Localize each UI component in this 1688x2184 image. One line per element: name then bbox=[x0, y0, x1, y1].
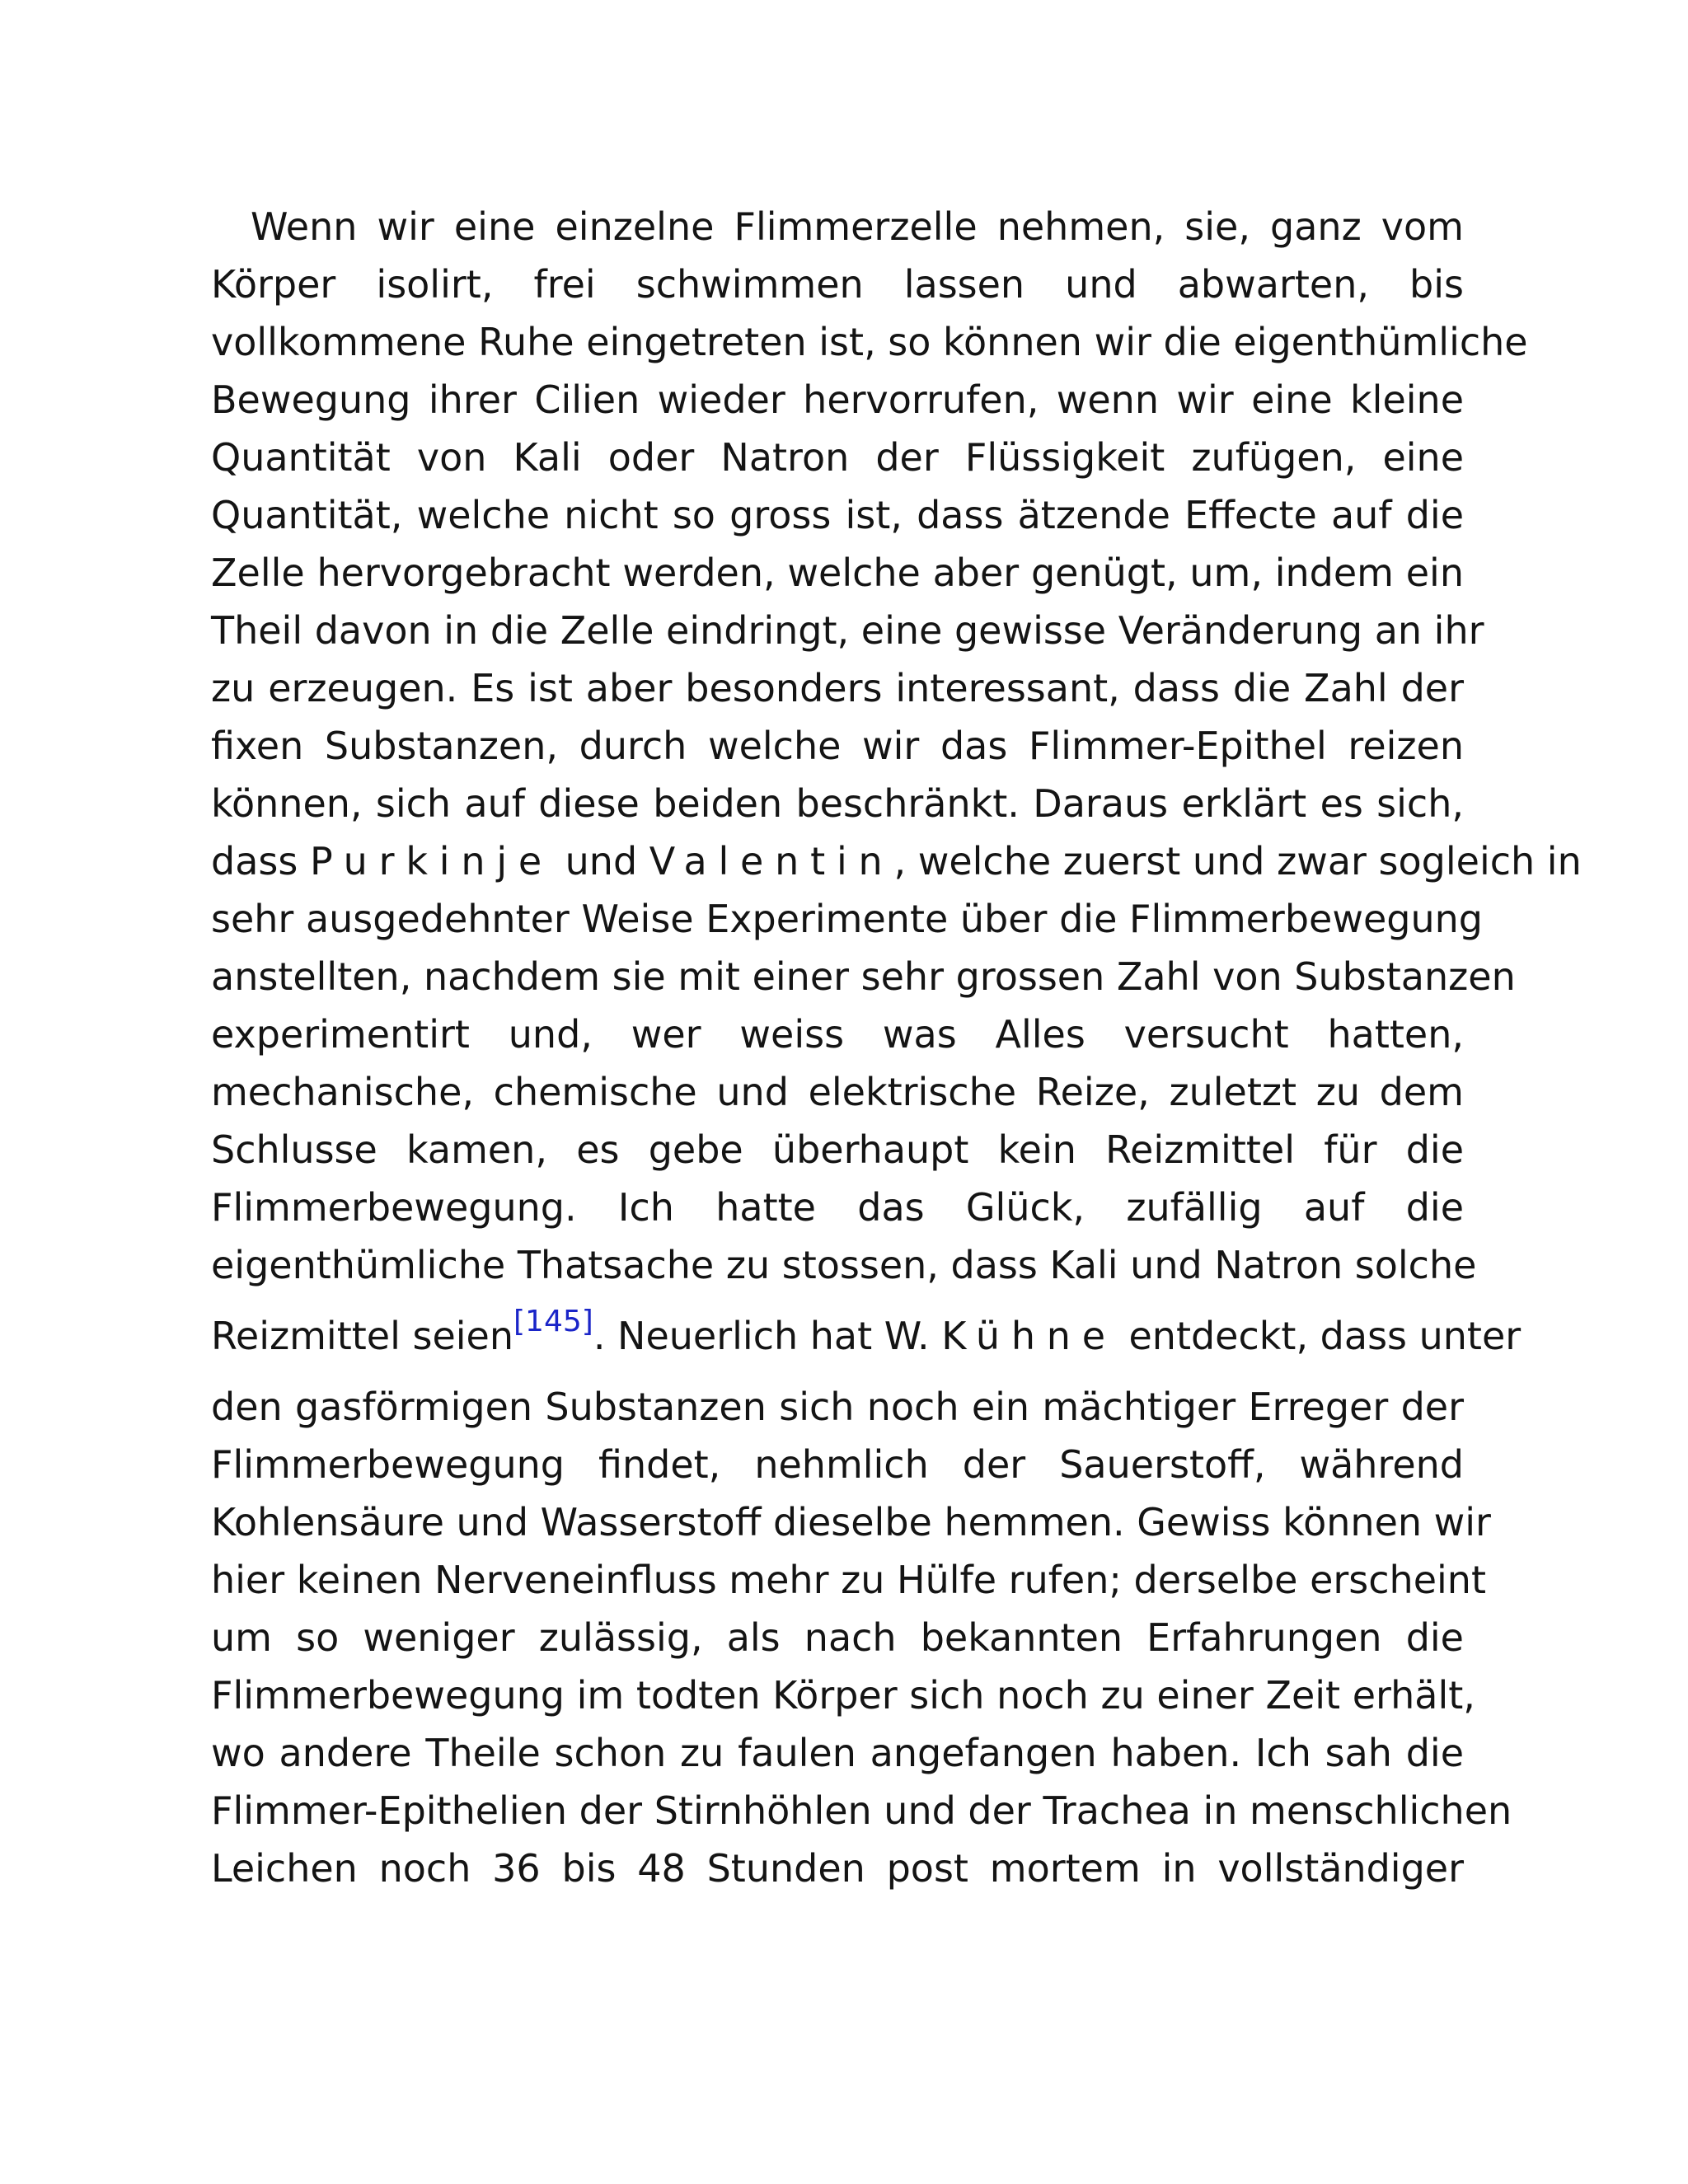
footnote-link[interactable]: [145] bbox=[513, 1305, 593, 1338]
text-segment: . Neuerlich hat W. bbox=[593, 1314, 930, 1358]
text-line: Zelle hervorgebracht werden, welche aber genügt, um, indem ein bbox=[211, 551, 1464, 595]
text-segment: entdeckt, dass unter bbox=[1128, 1314, 1522, 1358]
text-line: zu erzeugen. Es ist aber besonders interessant, dass die Zahl der bbox=[211, 666, 1464, 710]
text-line: sehr ausgedehnter Weise Experimente über die Flimmerbewegung bbox=[211, 897, 1483, 941]
person-name-valentin: Valentin bbox=[649, 839, 894, 883]
text-line: Leichen noch 36 bis 48 Stunden post mortem in vollständiger bbox=[211, 1846, 1464, 1891]
text-line: Flimmer-Epithelien der Stirnhöhlen und der Trachea in menschlichen bbox=[211, 1788, 1512, 1833]
text-line: können, sich auf diese beiden beschränkt. Daraus erklärt es sich, bbox=[211, 781, 1464, 826]
text-segment: dass bbox=[211, 839, 298, 883]
text-line: um so weniger zulässig, als nach bekannten Erfahrungen die bbox=[211, 1615, 1464, 1660]
text-line: Schlusse kamen, es gebe überhaupt kein Reizmittel für die bbox=[211, 1127, 1464, 1172]
person-name-kuehne: Kühne bbox=[941, 1314, 1117, 1358]
text-line: fixen Substanzen, durch welche wir das Flimmer-Epithel reizen bbox=[211, 724, 1464, 768]
text-line: Wenn wir eine einzelne Flimmerzelle nehmen, sie, ganz vom bbox=[251, 204, 1464, 249]
text-line: anstellten, nachdem sie mit einer sehr grossen Zahl von Substanzen bbox=[211, 954, 1516, 999]
text-line: Flimmerbewegung im todten Körper sich noch zu einer Zeit erhält, bbox=[211, 1673, 1475, 1718]
text-segment: Reizmittel seien bbox=[211, 1314, 513, 1358]
text-line: Körper isolirt, frei schwimmen lassen und abwarten, bis bbox=[211, 262, 1464, 307]
text-line: Flimmerbewegung findet, nehmlich der Sauerstoff, während bbox=[211, 1442, 1464, 1487]
text-line: den gasförmigen Substanzen sich noch ein mächtiger Erreger der bbox=[211, 1385, 1464, 1429]
body-paragraph bbox=[211, 198, 1582, 1897]
text-line bbox=[211, 1294, 1522, 1378]
document-page bbox=[211, 198, 1582, 1897]
text-line: mechanische, chemische und elektrische Reize, zuletzt zu dem bbox=[211, 1070, 1464, 1114]
text-line: Theil davon in die Zelle eindringt, eine gewisse Veränderung an ihr bbox=[211, 608, 1484, 653]
text-line: Kohlensäure und Wasserstoff dieselbe hemmen. Gewiss können wir bbox=[211, 1500, 1491, 1544]
text-line: hier keinen Nerveneinfluss mehr zu Hülfe rufen; derselbe erscheint bbox=[211, 1558, 1486, 1602]
person-name-purkinje: Purkinje bbox=[309, 839, 554, 883]
text-line: Bewegung ihrer Cilien wieder hervorrufen, wenn wir eine kleine bbox=[211, 377, 1464, 422]
text-line: wo andere Theile schon zu faulen angefangen haben. Ich sah die bbox=[211, 1731, 1464, 1775]
text-segment: und bbox=[565, 839, 638, 883]
text-line: experimentirt und, wer weiss was Alles versucht hatten, bbox=[211, 1012, 1464, 1057]
text-line: Quantität von Kali oder Natron der Flüssigkeit zufügen, eine bbox=[211, 435, 1464, 480]
text-line: Flimmerbewegung. Ich hatte das Glück, zufällig auf die bbox=[211, 1185, 1464, 1230]
text-line: eigenthümliche Thatsache zu stossen, dass Kali und Natron solche bbox=[211, 1243, 1477, 1287]
text-line: Quantität, welche nicht so gross ist, dass ätzende Effecte auf die bbox=[211, 493, 1464, 537]
text-line bbox=[211, 832, 1582, 890]
text-segment: , welche zuerst und zwar sogleich in bbox=[893, 839, 1582, 883]
text-line: vollkommene Ruhe eingetreten ist, so können wir die eigenthümliche bbox=[211, 320, 1528, 364]
